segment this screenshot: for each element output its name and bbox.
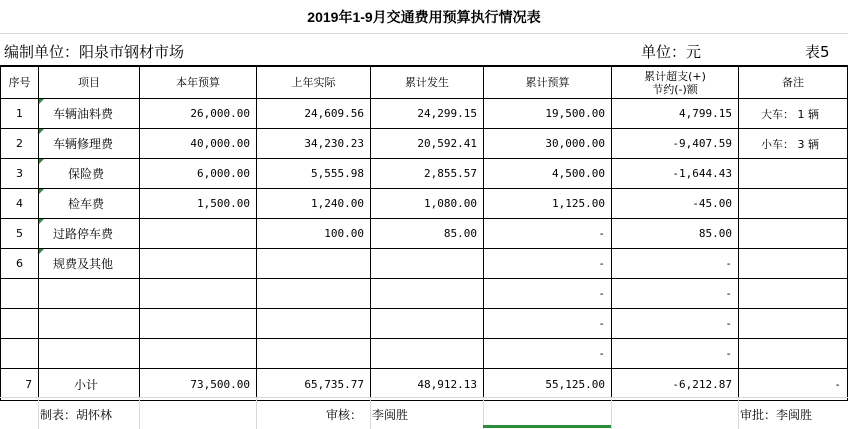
diff-cell[interactable]: -: [612, 279, 739, 309]
accum-budget-cell[interactable]: 30,000.00: [484, 129, 612, 159]
budget-cell[interactable]: [140, 309, 257, 339]
total-seq-cell[interactable]: 7: [1, 369, 39, 401]
item-cell[interactable]: [39, 339, 140, 369]
unit-name-cell[interactable]: 编制单位：阳泉市钢材市场: [4, 43, 185, 61]
header-accum[interactable]: 累计发生: [371, 67, 484, 99]
note-cell[interactable]: 大车： 1 辆: [739, 99, 848, 129]
seq-cell[interactable]: [1, 339, 39, 369]
seq-cell[interactable]: 5: [1, 219, 39, 249]
header-row: [1, 67, 848, 99]
item-cell[interactable]: [39, 249, 140, 279]
diff-cell[interactable]: -: [612, 309, 739, 339]
last-year-cell[interactable]: [257, 309, 371, 339]
table-row: [1, 249, 848, 279]
grid-line: [139, 398, 140, 429]
budget-cell[interactable]: [140, 339, 257, 369]
note-cell[interactable]: [739, 309, 848, 339]
note-cell[interactable]: [739, 279, 848, 309]
total-note-cell[interactable]: -: [739, 369, 848, 401]
last-year-cell[interactable]: [257, 249, 371, 279]
grid-line: [370, 398, 371, 429]
diff-cell[interactable]: -: [612, 339, 739, 369]
accum-cell[interactable]: [371, 249, 484, 279]
item-text: 检车费: [67, 197, 104, 211]
item-cell[interactable]: [39, 279, 140, 309]
item-text: 保险费: [67, 167, 104, 181]
comment-marker-icon: [39, 249, 44, 254]
seq-cell[interactable]: [1, 279, 39, 309]
note-cell[interactable]: [739, 159, 848, 189]
info-row: [0, 34, 848, 66]
last-year-cell[interactable]: 100.00: [257, 219, 371, 249]
grid-line: [256, 398, 257, 429]
comment-marker-icon: [39, 189, 44, 194]
total-accum-budget-cell[interactable]: 55,125.00: [484, 369, 612, 401]
approved-by-cell[interactable]: 审批：李闽胜: [740, 408, 813, 422]
item-text: 规费及其他: [53, 257, 114, 271]
comment-marker-icon: [39, 219, 44, 224]
header-accum-budget[interactable]: 累计预算: [484, 67, 612, 99]
budget-cell[interactable]: 26,000.00: [140, 99, 257, 129]
budget-table: [0, 66, 848, 401]
accum-budget-cell[interactable]: -: [484, 219, 612, 249]
comment-marker-icon: [39, 99, 44, 104]
table-row: [1, 339, 848, 369]
header-diff[interactable]: [612, 67, 739, 99]
budget-cell[interactable]: [140, 279, 257, 309]
total-budget-cell[interactable]: 73,500.00: [140, 369, 257, 401]
budget-cell[interactable]: [140, 219, 257, 249]
last-year-cell[interactable]: 34,230.23: [257, 129, 371, 159]
grid-line: [38, 398, 39, 429]
accum-budget-cell[interactable]: 1,125.00: [484, 189, 612, 219]
diff-cell[interactable]: -: [612, 249, 739, 279]
note-cell[interactable]: 小车： 3 辆: [739, 129, 848, 159]
header-seq[interactable]: 序号: [1, 67, 39, 99]
header-last-year[interactable]: 上年实际: [257, 67, 371, 99]
grid-line: [738, 398, 739, 429]
budget-cell[interactable]: 40,000.00: [140, 129, 257, 159]
grid-line: [611, 398, 612, 429]
accum-cell[interactable]: [371, 309, 484, 339]
diff-cell[interactable]: -45.00: [612, 189, 739, 219]
accum-cell[interactable]: 2,855.57: [371, 159, 484, 189]
header-budget[interactable]: 本年预算: [140, 67, 257, 99]
accum-cell[interactable]: [371, 339, 484, 369]
total-row: [1, 369, 848, 401]
reviewed-name-cell[interactable]: 李闽胜: [372, 408, 409, 422]
accum-budget-cell[interactable]: -: [484, 279, 612, 309]
total-item-cell[interactable]: 小计: [39, 369, 140, 401]
accum-budget-cell[interactable]: -: [484, 339, 612, 369]
accum-budget-cell[interactable]: 19,500.00: [484, 99, 612, 129]
seq-cell[interactable]: 1: [1, 99, 39, 129]
item-cell[interactable]: [39, 129, 140, 159]
table-row: [1, 99, 848, 129]
header-diff-line2: 节约(-)额: [652, 82, 698, 96]
item-text: 过路停车费: [53, 227, 114, 241]
last-year-cell[interactable]: [257, 279, 371, 309]
budget-cell[interactable]: 1,500.00: [140, 189, 257, 219]
sheet-title[interactable]: 2019年1-9月交通费用预算执行情况表: [0, 0, 848, 34]
note-cell[interactable]: [739, 339, 848, 369]
last-year-cell[interactable]: 5,555.98: [257, 159, 371, 189]
item-cell[interactable]: [39, 159, 140, 189]
table-row: [1, 309, 848, 339]
total-diff-cell[interactable]: -6,212.87: [612, 369, 739, 401]
header-item[interactable]: 项目: [39, 67, 140, 99]
diff-cell[interactable]: -9,407.59: [612, 129, 739, 159]
last-year-cell[interactable]: 1,240.00: [257, 189, 371, 219]
diff-cell[interactable]: -1,644.43: [612, 159, 739, 189]
seq-cell[interactable]: 6: [1, 249, 39, 279]
accum-cell[interactable]: [371, 279, 484, 309]
item-cell[interactable]: [39, 189, 140, 219]
seq-cell[interactable]: [1, 309, 39, 339]
accum-cell[interactable]: 85.00: [371, 219, 484, 249]
note-cell[interactable]: [739, 189, 848, 219]
seq-cell[interactable]: 3: [1, 159, 39, 189]
total-accum-cell[interactable]: 48,912.13: [371, 369, 484, 401]
accum-cell[interactable]: 1,080.00: [371, 189, 484, 219]
table-number-cell[interactable]: 表5: [805, 43, 830, 61]
table-row: [1, 219, 848, 249]
accum-budget-cell[interactable]: 4,500.00: [484, 159, 612, 189]
last-year-cell[interactable]: [257, 339, 371, 369]
item-cell[interactable]: [39, 99, 140, 129]
table-row: [1, 279, 848, 309]
budget-cell[interactable]: 6,000.00: [140, 159, 257, 189]
signature-row: [0, 397, 848, 428]
currency-cell[interactable]: 单位：元: [641, 43, 702, 61]
table-row: [1, 189, 848, 219]
comment-marker-icon: [39, 159, 44, 164]
last-year-cell[interactable]: 24,609.56: [257, 99, 371, 129]
note-cell[interactable]: [739, 219, 848, 249]
accum-cell[interactable]: 20,592.41: [371, 129, 484, 159]
header-diff-line1: 累计超支(+): [644, 69, 706, 83]
accum-budget-cell[interactable]: -: [484, 309, 612, 339]
seq-cell[interactable]: 4: [1, 189, 39, 219]
item-cell[interactable]: [39, 309, 140, 339]
reviewed-label-cell[interactable]: 审核：: [326, 408, 363, 422]
note-cell[interactable]: [739, 249, 848, 279]
diff-cell[interactable]: 4,799.15: [612, 99, 739, 129]
seq-cell[interactable]: 2: [1, 129, 39, 159]
item-cell[interactable]: [39, 219, 140, 249]
prepared-by-cell[interactable]: 制表：胡怀林: [40, 408, 113, 422]
header-note[interactable]: 备注: [739, 67, 848, 99]
item-text: 车辆修理费: [53, 137, 114, 151]
accum-budget-cell[interactable]: -: [484, 249, 612, 279]
accum-cell[interactable]: 24,299.15: [371, 99, 484, 129]
table-row: [1, 129, 848, 159]
total-last-year-cell[interactable]: 65,735.77: [257, 369, 371, 401]
diff-cell[interactable]: 85.00: [612, 219, 739, 249]
budget-cell[interactable]: [140, 249, 257, 279]
comment-marker-icon: [39, 129, 44, 134]
item-text: 车辆油料费: [53, 107, 114, 121]
table-row: [1, 159, 848, 189]
